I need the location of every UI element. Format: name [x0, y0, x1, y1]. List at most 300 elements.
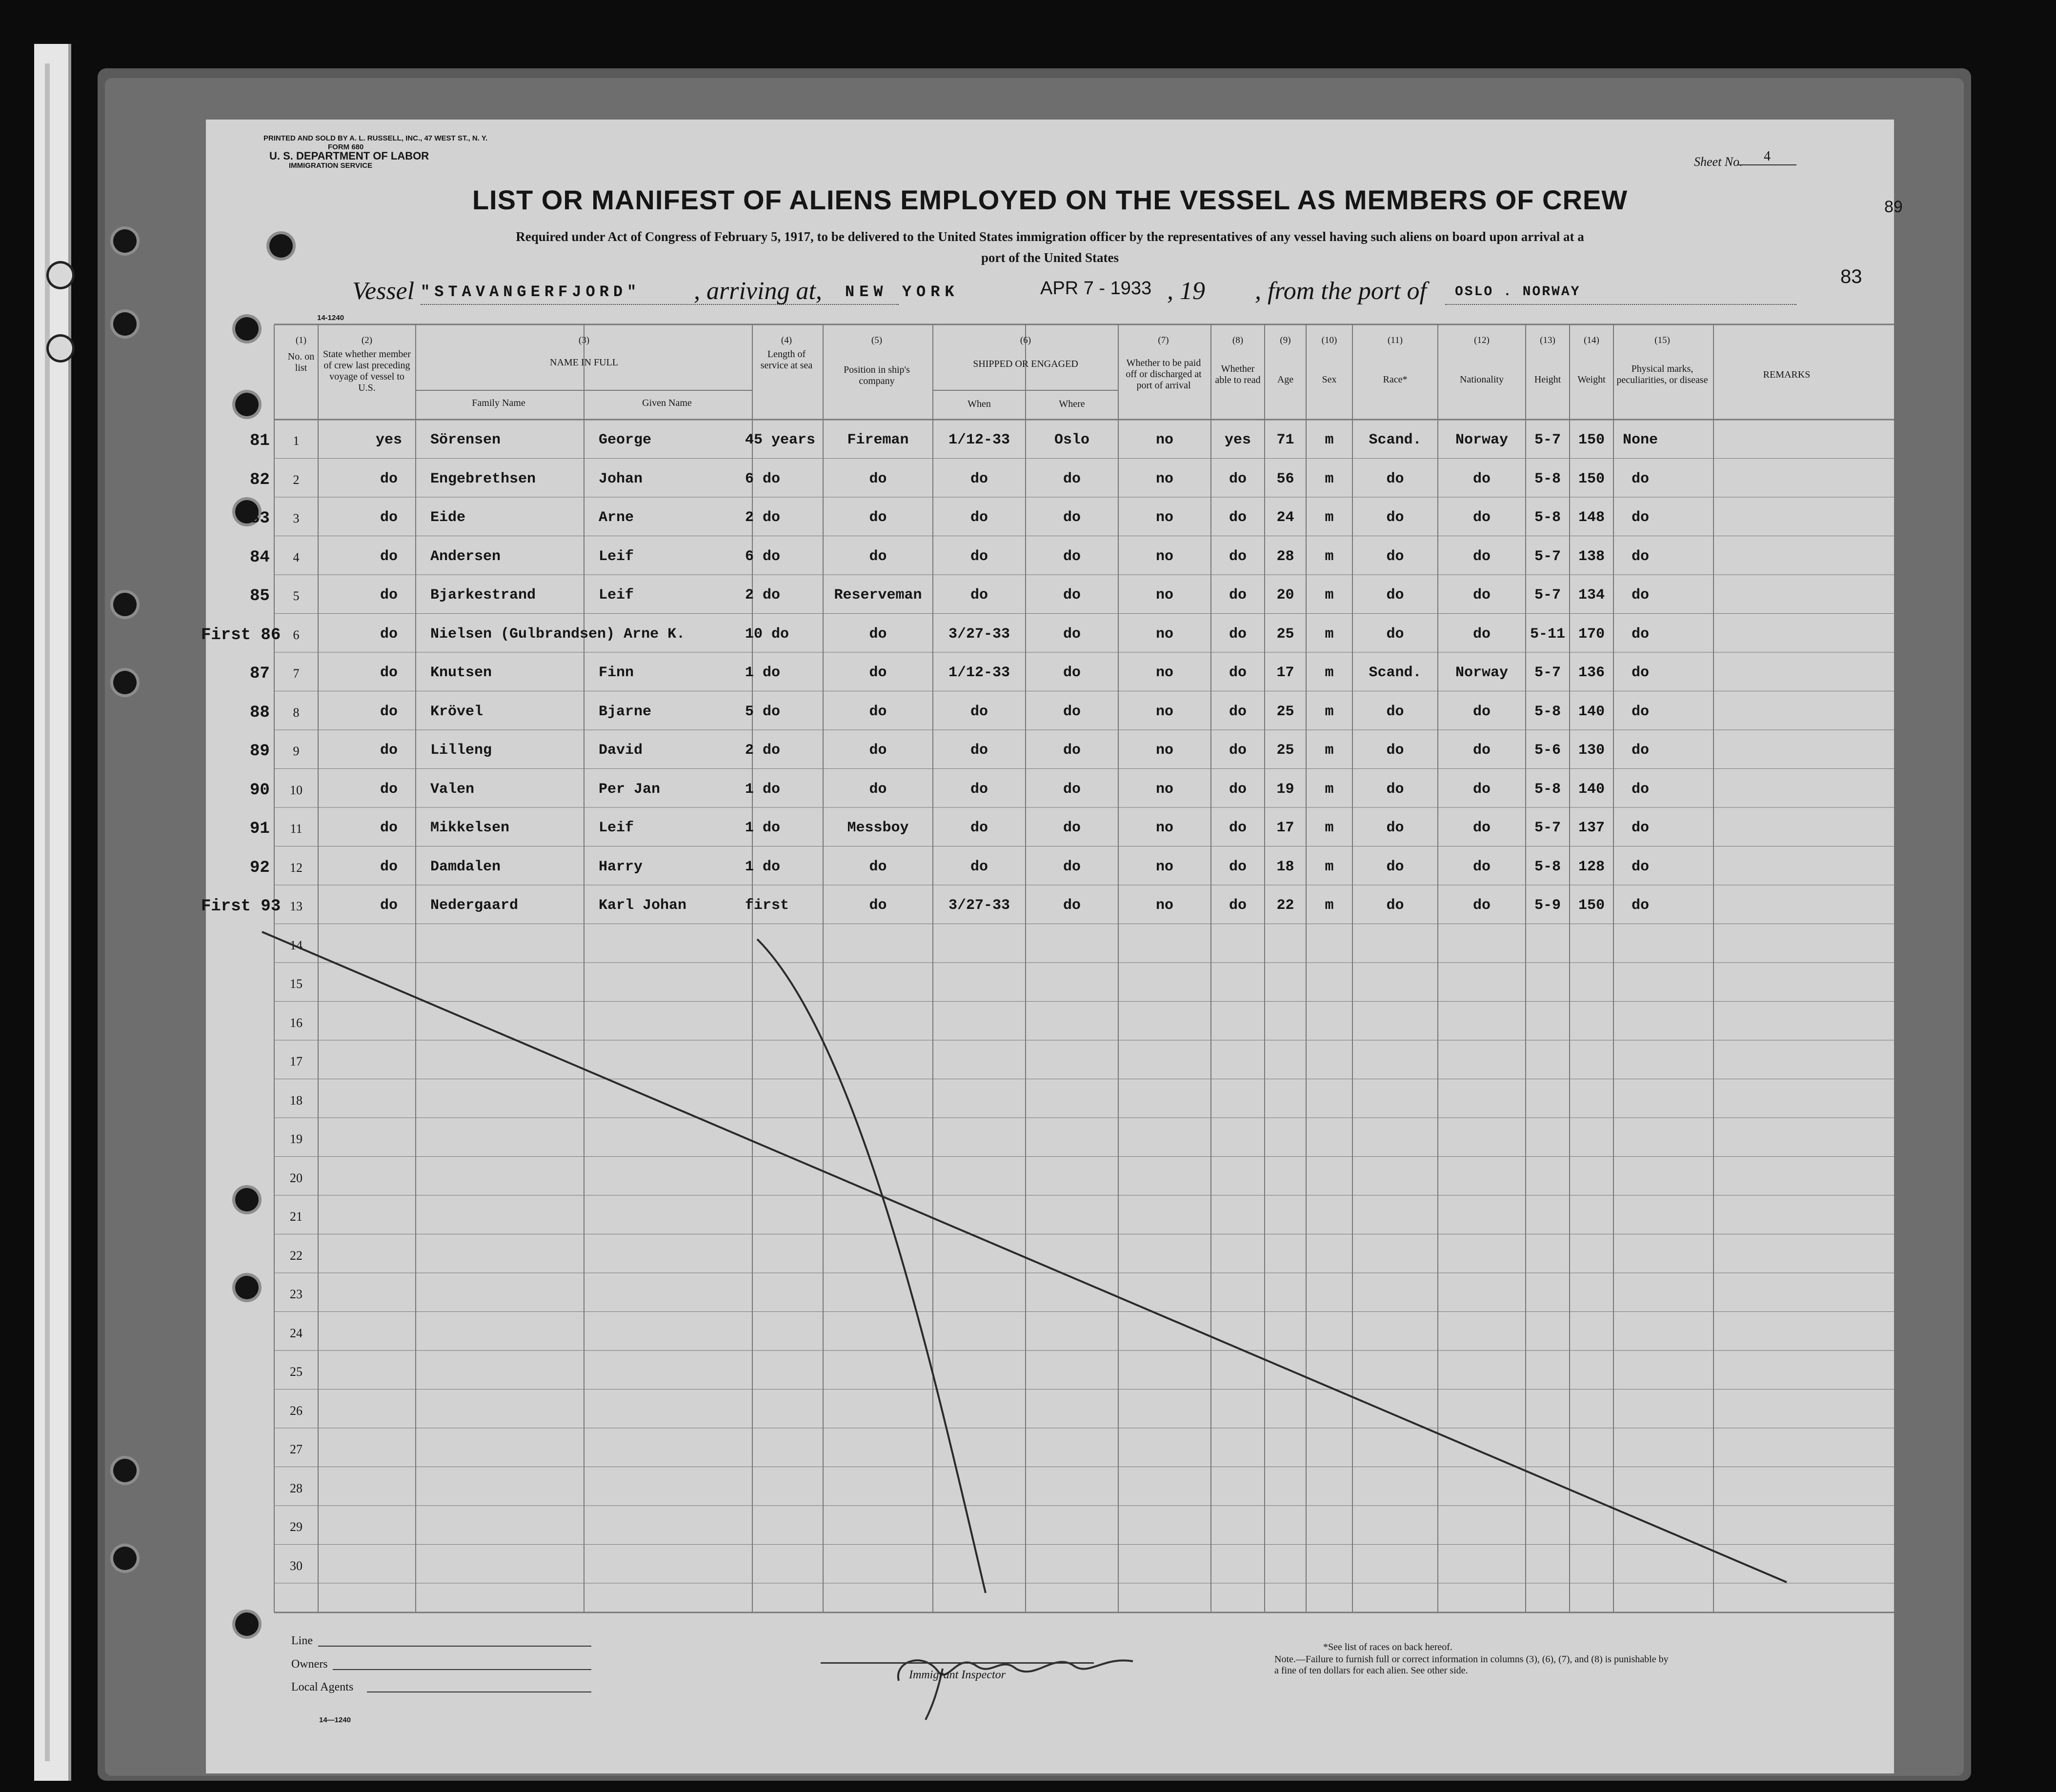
height-cell: 5-8 — [1534, 781, 1561, 798]
able-to-read-cell: do — [1229, 509, 1247, 526]
shipped-when-cell: do — [970, 470, 988, 487]
able-to-read-cell: do — [1229, 742, 1247, 759]
manifest-sheet — [201, 120, 1903, 1773]
col14-header: Weight — [1577, 374, 1606, 385]
punch-hole — [113, 312, 137, 336]
race-cell: do — [1386, 897, 1404, 914]
position-cell: do — [869, 781, 887, 798]
family-name-cell: Bjarkestrand — [430, 587, 536, 604]
sex-cell: m — [1325, 897, 1334, 914]
nationality-cell: Norway — [1455, 432, 1509, 448]
position-cell: do — [869, 470, 887, 487]
family-name-cell: Nielsen (Gulbrandsen) Arne K. — [430, 625, 685, 643]
sex-cell: m — [1325, 703, 1334, 720]
given-name-cell: Harry — [599, 858, 643, 875]
service-length-cell: 6 do — [745, 548, 781, 565]
race-cell: do — [1386, 625, 1404, 643]
manifest-line-number: 87 — [250, 664, 270, 683]
list-number: 4 — [293, 550, 300, 564]
age-cell: 20 — [1276, 587, 1294, 604]
able-to-read-cell: do — [1229, 587, 1247, 604]
col15-number: (15) — [1654, 335, 1670, 345]
nationality-cell: do — [1472, 897, 1491, 914]
service-length-cell: 2 do — [745, 509, 781, 526]
manifest-line-number: First 93 — [201, 897, 281, 916]
col5-header: Position in ship's company — [844, 364, 910, 386]
previous-voyage-cell: do — [380, 703, 398, 720]
col8-number: (8) — [1232, 335, 1244, 345]
previous-voyage-cell: do — [380, 509, 398, 526]
age-cell: 28 — [1276, 548, 1294, 565]
remarks-header: REMARKS — [1763, 369, 1811, 380]
sex-cell: m — [1325, 781, 1334, 798]
shipped-when-cell: 1/12-33 — [948, 664, 1010, 681]
shipped-where-cell: do — [1063, 548, 1081, 565]
race-cell: do — [1386, 509, 1404, 526]
physical-marks-cell: do — [1631, 858, 1649, 875]
age-cell: 19 — [1276, 781, 1294, 798]
age-cell: 25 — [1276, 625, 1294, 643]
weight-cell: 136 — [1578, 664, 1605, 681]
previous-voyage-cell: do — [380, 820, 398, 836]
manifest-line-number: 83 — [250, 509, 270, 528]
position-cell: do — [869, 742, 887, 759]
given-name-cell: Bjarne — [599, 703, 652, 720]
position-cell: Fireman — [847, 432, 909, 448]
list-number: 17 — [290, 1054, 302, 1068]
col10-number: (10) — [1321, 335, 1337, 345]
height-cell: 5-6 — [1534, 742, 1561, 759]
family-name-cell: Krövel — [430, 703, 484, 720]
corner-page-mark: 89 — [1884, 198, 1903, 216]
age-cell: 25 — [1276, 703, 1294, 720]
weight-cell: 137 — [1578, 820, 1605, 836]
family-name-cell: Mikkelsen — [430, 820, 510, 836]
form-code: 14-1240 — [317, 314, 344, 322]
service-length-cell: 1 do — [745, 858, 781, 875]
sheet-no-label: Sheet No. — [1694, 155, 1743, 169]
owners-field[interactable] — [333, 1669, 591, 1670]
physical-marks-cell: None — [1622, 432, 1658, 448]
printer-line: PRINTED AND SOLD BY A. L. RUSSELL, INC., 47 WEST ST., N. Y. — [263, 134, 488, 142]
position-cell: do — [869, 703, 887, 720]
col11-header: Race* — [1383, 374, 1408, 385]
line-field[interactable] — [318, 1646, 591, 1647]
physical-marks-cell: do — [1631, 820, 1649, 836]
local-agents-label: Local Agents — [291, 1681, 354, 1693]
nationality-cell: do — [1472, 703, 1491, 720]
previous-voyage-cell: do — [380, 587, 398, 604]
position-cell: do — [869, 897, 887, 914]
inspector-signature-line — [821, 1662, 1094, 1664]
physical-marks-cell: do — [1631, 664, 1649, 681]
race-cell: do — [1386, 548, 1404, 565]
col3-family-header: Family Name — [472, 398, 525, 408]
position-cell: do — [869, 509, 887, 526]
weight-cell: 150 — [1578, 432, 1605, 448]
service-length-cell: 45 years — [745, 432, 816, 448]
nationality-cell: do — [1472, 548, 1491, 565]
arrival-date-stamp: APR 7 - 1933 — [1040, 278, 1152, 299]
height-cell: 5-8 — [1534, 509, 1561, 526]
able-to-read-cell: do — [1229, 703, 1247, 720]
nationality-cell: do — [1472, 781, 1491, 798]
given-name-cell: Leif — [599, 820, 634, 836]
age-cell: 25 — [1276, 742, 1294, 759]
shipped-where-cell: do — [1063, 858, 1081, 875]
punch-hole — [113, 671, 137, 694]
height-cell: 5-7 — [1534, 548, 1561, 565]
height-cell: 5-7 — [1534, 820, 1561, 836]
given-name-cell: Finn — [599, 664, 634, 681]
shipped-where-cell: do — [1063, 781, 1081, 798]
physical-marks-cell: do — [1631, 703, 1649, 720]
line-label: Line — [291, 1634, 313, 1647]
position-cell: do — [869, 664, 887, 681]
fine-note: Note.—Failure to furnish full or correct information in columns (3), (6), (7), and (8) is punishable by a fine of ten dollars for each alien. See other side. — [1274, 1654, 1669, 1676]
list-number: 16 — [290, 1015, 302, 1030]
department-label: U. S. DEPARTMENT OF LABOR — [269, 150, 429, 162]
col11-number: (11) — [1388, 335, 1403, 345]
family-name-cell: Valen — [430, 781, 475, 798]
physical-marks-cell: do — [1631, 470, 1649, 487]
shipped-when-cell: do — [970, 548, 988, 565]
col3-number: (3) — [578, 335, 590, 345]
previous-voyage-cell: do — [380, 548, 398, 565]
previous-voyage-cell: do — [380, 897, 398, 914]
physical-marks-cell: do — [1631, 548, 1649, 565]
height-cell: 5-9 — [1534, 897, 1561, 914]
list-number: 12 — [290, 860, 302, 875]
given-name-cell: David — [599, 742, 643, 759]
manifest-line-number: 81 — [250, 432, 270, 450]
list-number: 13 — [290, 899, 302, 913]
service-length-cell: first — [745, 897, 789, 914]
punch-hole — [113, 593, 137, 616]
shipped-when-cell: 1/12-33 — [948, 432, 1010, 448]
weight-cell: 128 — [1578, 858, 1605, 875]
physical-marks-cell: do — [1631, 781, 1649, 798]
nationality-cell: do — [1472, 625, 1491, 643]
height-cell: 5-8 — [1534, 703, 1561, 720]
binder-strip — [34, 44, 71, 1781]
col12-number: (12) — [1474, 335, 1490, 345]
form-subtitle-line2: port of the United States — [981, 250, 1119, 265]
sex-cell: m — [1325, 742, 1334, 759]
col4-header: Length of service at sea — [760, 349, 813, 371]
list-number: 22 — [290, 1248, 302, 1263]
given-name-cell: Leif — [599, 548, 634, 565]
list-number: 7 — [293, 666, 300, 681]
race-cell: do — [1386, 820, 1404, 836]
col7-header: Whether to be paid off or discharged at port of arrival — [1126, 358, 1202, 391]
previous-voyage-cell: do — [380, 742, 398, 759]
nationality-cell: do — [1472, 470, 1491, 487]
previous-voyage-cell: do — [380, 625, 398, 643]
owners-label: Owners — [291, 1658, 328, 1671]
sheet-no-value: 4 — [1738, 149, 1796, 165]
sex-cell: m — [1325, 509, 1334, 526]
shipped-where-cell: do — [1063, 587, 1081, 604]
shipped-where-cell: do — [1063, 625, 1081, 643]
able-to-read-cell: do — [1229, 548, 1247, 565]
manifest-line-number: 91 — [250, 820, 270, 838]
service-length-cell: 2 do — [745, 587, 781, 604]
list-number: 27 — [290, 1442, 302, 1456]
binder-rail — [45, 63, 50, 1761]
shipped-where-cell: do — [1063, 820, 1081, 836]
given-name-cell: Johan — [599, 470, 643, 487]
shipped-where-cell: Oslo — [1054, 432, 1089, 448]
list-number: 29 — [290, 1520, 302, 1534]
family-name-cell: Damdalen — [430, 858, 501, 875]
shipped-when-cell: do — [970, 820, 988, 836]
list-number: 2 — [293, 472, 300, 487]
race-cell: do — [1386, 858, 1404, 875]
col8-header: Whether able to read — [1215, 363, 1261, 385]
punch-hole — [113, 1459, 137, 1482]
list-number: 15 — [290, 977, 302, 991]
col13-number: (13) — [1540, 335, 1555, 345]
list-number: 18 — [290, 1093, 302, 1107]
col6-where-header: Where — [1059, 399, 1085, 409]
service-label: IMMIGRATION SERVICE — [289, 161, 373, 170]
list-number: 21 — [290, 1209, 302, 1224]
weight-cell: 130 — [1578, 742, 1605, 759]
list-number: 28 — [290, 1481, 302, 1495]
from-port-label: , from the port of — [1255, 277, 1427, 305]
weight-cell: 148 — [1578, 509, 1605, 526]
shipped-where-cell: do — [1063, 742, 1081, 759]
family-name-cell: Andersen — [430, 548, 501, 565]
given-name-cell: Karl Johan — [599, 897, 687, 914]
family-name-cell: Nedergaard — [430, 897, 519, 914]
arrival-port: NEW YORK — [845, 283, 959, 301]
col15-header: Physical marks, peculiarities, or disease — [1616, 363, 1708, 385]
cancel-curve — [757, 939, 986, 1593]
nationality-cell: do — [1472, 820, 1491, 836]
age-cell: 24 — [1276, 509, 1294, 526]
shipped-when-cell: do — [970, 781, 988, 798]
manifest-line-number: 88 — [250, 703, 270, 722]
service-length-cell: 5 do — [745, 703, 781, 720]
form-subtitle-line1: Required under Act of Congress of February 5, 1917, to be delivered to the United States immigration officer by the representatives of any vessel having such aliens on board upon arrival at a — [516, 229, 1584, 244]
col13-header: Height — [1534, 374, 1561, 385]
list-number: 8 — [293, 705, 300, 720]
inspector-label: Immigrant Inspector — [909, 1669, 1006, 1681]
height-cell: 5-8 — [1534, 858, 1561, 875]
col1-number: (1) — [295, 335, 307, 345]
position-cell: Messboy — [847, 820, 909, 836]
physical-marks-cell: do — [1631, 625, 1649, 643]
local-agents-field[interactable] — [367, 1691, 591, 1692]
manifest-line-number: First 86 — [201, 625, 281, 644]
nationality-cell: do — [1472, 742, 1491, 759]
race-cell: do — [1386, 470, 1404, 487]
col6-number: (6) — [1020, 335, 1031, 345]
given-name-cell: Leif — [599, 587, 634, 604]
height-cell: 5-7 — [1534, 432, 1561, 448]
weight-cell: 140 — [1578, 703, 1605, 720]
paid-off-cell: no — [1155, 587, 1173, 604]
nationality-cell: Norway — [1455, 664, 1509, 681]
paid-off-cell: no — [1155, 742, 1173, 759]
list-number: 25 — [290, 1365, 302, 1379]
able-to-read-cell: do — [1229, 858, 1247, 875]
shipped-when-cell: do — [970, 509, 988, 526]
list-number: 9 — [293, 744, 300, 758]
weight-cell: 150 — [1578, 897, 1605, 914]
age-cell: 56 — [1276, 470, 1294, 487]
paid-off-cell: no — [1155, 470, 1173, 487]
paid-off-cell: no — [1155, 820, 1173, 836]
year-prefix: , 19 — [1167, 277, 1205, 305]
height-cell: 5-7 — [1534, 587, 1561, 604]
previous-voyage-cell: do — [380, 664, 398, 681]
col5-number: (5) — [871, 335, 883, 345]
col3-given-header: Given Name — [642, 398, 692, 408]
race-cell: do — [1386, 703, 1404, 720]
col4-number: (4) — [781, 335, 792, 345]
list-number: 14 — [290, 938, 302, 952]
shipped-when-cell: do — [970, 587, 988, 604]
col6-when-header: When — [968, 399, 991, 409]
punch-hole — [49, 263, 72, 287]
service-length-cell: 10 do — [745, 625, 789, 643]
col2-number: (2) — [361, 335, 373, 345]
race-cell: Scand. — [1369, 664, 1422, 681]
able-to-read-cell: do — [1229, 625, 1247, 643]
cancel-line — [262, 932, 1787, 1582]
previous-voyage-cell: yes — [375, 432, 402, 448]
position-cell: do — [869, 858, 887, 875]
physical-marks-cell: do — [1631, 742, 1649, 759]
age-cell: 71 — [1276, 432, 1294, 448]
shipped-when-cell: do — [970, 742, 988, 759]
age-cell: 18 — [1276, 858, 1294, 875]
height-cell: 5-7 — [1534, 664, 1561, 681]
shipped-where-cell: do — [1063, 897, 1081, 914]
shipped-where-cell: do — [1063, 470, 1081, 487]
weight-cell: 134 — [1578, 587, 1605, 604]
col7-number: (7) — [1158, 335, 1169, 345]
service-length-cell: 6 do — [745, 470, 781, 487]
paid-off-cell: no — [1155, 664, 1173, 681]
list-number: 30 — [290, 1558, 302, 1573]
shipped-where-cell: do — [1063, 664, 1081, 681]
col12-header: Nationality — [1460, 374, 1504, 385]
list-number: 26 — [290, 1403, 302, 1418]
list-number: 19 — [290, 1132, 302, 1146]
col6-header: SHIPPED OR ENGAGED — [973, 359, 1078, 369]
vessel-name: "STAVANGERFJORD" — [421, 283, 641, 301]
previous-voyage-cell: do — [380, 781, 398, 798]
service-length-cell: 1 do — [745, 820, 781, 836]
list-number: 6 — [293, 627, 300, 642]
form-number: FORM 680 — [328, 143, 364, 151]
nationality-cell: do — [1472, 858, 1491, 875]
service-length-cell: 2 do — [745, 742, 781, 759]
manifest-line-number: 90 — [250, 781, 270, 800]
departure-port: OSLO . NORWAY — [1455, 284, 1581, 300]
shipped-when-cell: do — [970, 858, 988, 875]
able-to-read-cell: do — [1229, 820, 1247, 836]
given-name-cell: Arne — [599, 509, 634, 526]
family-name-cell: Eide — [430, 509, 466, 526]
given-name-cell: Per Jan — [599, 781, 661, 798]
paid-off-cell: no — [1155, 509, 1173, 526]
family-name-cell: Sörensen — [430, 432, 501, 448]
list-number: 11 — [290, 822, 302, 836]
paid-off-cell: no — [1155, 432, 1173, 448]
punch-hole — [49, 337, 72, 360]
previous-voyage-cell: do — [380, 470, 398, 487]
paid-off-cell: no — [1155, 548, 1173, 565]
list-number: 5 — [293, 589, 300, 603]
list-number: 24 — [290, 1326, 302, 1340]
age-cell: 17 — [1276, 820, 1294, 836]
previous-voyage-cell: do — [380, 858, 398, 875]
height-cell: 5-11 — [1530, 625, 1565, 643]
paid-off-cell: no — [1155, 781, 1173, 798]
col9-number: (9) — [1280, 335, 1291, 345]
physical-marks-cell: do — [1631, 509, 1649, 526]
physical-marks-cell: do — [1631, 587, 1649, 604]
nationality-cell: do — [1472, 587, 1491, 604]
weight-cell: 138 — [1578, 548, 1605, 565]
weight-cell: 170 — [1578, 625, 1605, 643]
shipped-where-cell: do — [1063, 703, 1081, 720]
family-name-cell: Engebrethsen — [430, 470, 536, 487]
list-number: 1 — [293, 434, 300, 448]
shipped-when-cell: 3/27-33 — [948, 897, 1010, 914]
manifest-line-number: 92 — [250, 858, 270, 877]
shipped-where-cell: do — [1063, 509, 1081, 526]
page-mark: 83 — [1840, 266, 1862, 287]
nationality-cell: do — [1472, 509, 1491, 526]
col14-number: (14) — [1584, 335, 1599, 345]
sex-cell: m — [1325, 548, 1334, 565]
race-cell: do — [1386, 587, 1404, 604]
manifest-line-number: 85 — [250, 587, 270, 605]
list-number: 23 — [290, 1287, 302, 1301]
able-to-read-cell: do — [1229, 664, 1247, 681]
shipped-when-cell: do — [970, 703, 988, 720]
height-cell: 5-8 — [1534, 470, 1561, 487]
punch-hole — [113, 229, 137, 253]
col10-header: Sex — [1322, 374, 1337, 385]
form-code-bottom: 14—1240 — [319, 1716, 351, 1724]
arriving-label: , arriving at, — [694, 277, 822, 305]
age-cell: 17 — [1276, 664, 1294, 681]
able-to-read-cell: yes — [1224, 432, 1251, 448]
age-cell: 22 — [1276, 897, 1294, 914]
service-length-cell: 1 do — [745, 781, 781, 798]
col1-header: No. on list — [287, 351, 315, 373]
vessel-label: Vessel — [352, 277, 415, 305]
paid-off-cell: no — [1155, 897, 1173, 914]
manifest-line-number: 84 — [250, 548, 270, 567]
family-name-cell: Lilleng — [430, 742, 492, 759]
manifest-line-number: 89 — [250, 742, 270, 761]
shipped-when-cell: 3/27-33 — [948, 625, 1010, 643]
sex-cell: m — [1325, 664, 1334, 681]
family-name-cell: Knutsen — [430, 664, 492, 681]
cancellation-strokes — [206, 120, 1894, 1773]
list-number: 3 — [293, 511, 300, 525]
sex-cell: m — [1325, 625, 1334, 643]
punch-hole — [113, 1547, 137, 1570]
